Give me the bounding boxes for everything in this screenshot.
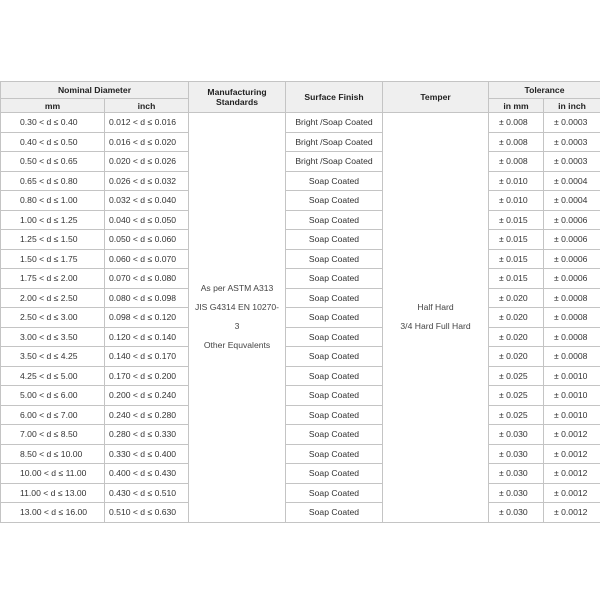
tolerance-mm-header: in mm: [489, 99, 544, 113]
manufacturing-standards-cell-line: Other Equvalents: [203, 340, 271, 351]
diameter-mm-cell: 5.00 < d ≤ 6.00: [1, 386, 105, 406]
diameter-mm-cell: 7.00 < d ≤ 8.50: [1, 425, 105, 445]
diameter-inch-cell: 0.120 < d ≤ 0.140: [105, 327, 189, 347]
surface-finish-header: Surface Finish: [286, 82, 383, 113]
table-row: [1, 366, 600, 386]
table-row: [1, 132, 600, 152]
diameter-mm-cell: 0.80 < d ≤ 1.00: [1, 191, 105, 211]
tolerance-inch-header: in inch: [544, 99, 600, 113]
surface-finish-cell: Soap Coated: [286, 327, 383, 347]
tolerance-mm-cell: ± 0.015: [489, 210, 544, 230]
tolerance-mm-cell: ± 0.020: [489, 327, 544, 347]
tolerance-inch-cell: ± 0.0003: [544, 113, 600, 133]
diameter-inch-cell: 0.070 < d ≤ 0.080: [105, 269, 189, 289]
table-row: [1, 464, 600, 484]
diameter-mm-cell: 6.00 < d ≤ 7.00: [1, 405, 105, 425]
tolerance-mm-cell: ± 0.015: [489, 269, 544, 289]
tolerance-inch-cell: ± 0.0012: [544, 483, 600, 503]
table-row: [1, 503, 600, 523]
tolerance-mm-cell: ± 0.020: [489, 308, 544, 328]
tolerance-mm-cell: ± 0.025: [489, 366, 544, 386]
tolerance-mm-cell: ± 0.030: [489, 503, 544, 523]
mm-header: mm: [1, 99, 105, 113]
table-header: [1, 82, 600, 113]
tolerance-inch-cell: ± 0.0006: [544, 210, 600, 230]
tolerance-mm-cell: ± 0.020: [489, 347, 544, 367]
diameter-inch-cell: 0.280 < d ≤ 0.330: [105, 425, 189, 445]
table-row: [1, 210, 600, 230]
tolerance-mm-cell: ± 0.015: [489, 249, 544, 269]
tolerance-mm-cell: ± 0.030: [489, 464, 544, 484]
surface-finish-cell: Soap Coated: [286, 405, 383, 425]
tolerance-inch-cell: ± 0.0012: [544, 425, 600, 445]
diameter-inch-cell: 0.240 < d ≤ 0.280: [105, 405, 189, 425]
table-row: [1, 386, 600, 406]
diameter-mm-cell: 1.25 < d ≤ 1.50: [1, 230, 105, 250]
diameter-inch-cell: 0.060 < d ≤ 0.070: [105, 249, 189, 269]
diameter-inch-cell: 0.170 < d ≤ 0.200: [105, 366, 189, 386]
diameter-mm-cell: 8.50 < d ≤ 10.00: [1, 444, 105, 464]
table-row: [1, 113, 600, 133]
tolerance-inch-cell: ± 0.0004: [544, 191, 600, 211]
diameter-mm-cell: 0.50 < d ≤ 0.65: [1, 152, 105, 172]
diameter-mm-cell: 0.40 < d ≤ 0.50: [1, 132, 105, 152]
diameter-mm-cell: 1.75 < d ≤ 2.00: [1, 269, 105, 289]
diameter-inch-cell: 0.140 < d ≤ 0.170: [105, 347, 189, 367]
table-row: [1, 327, 600, 347]
diameter-inch-cell: 0.080 < d ≤ 0.098: [105, 288, 189, 308]
surface-finish-cell: Bright /Soap Coated: [286, 152, 383, 172]
surface-finish-cell: Soap Coated: [286, 269, 383, 289]
table-row: [1, 249, 600, 269]
tolerance-mm-cell: ± 0.025: [489, 386, 544, 406]
surface-finish-cell: Soap Coated: [286, 483, 383, 503]
tolerance-mm-cell: ± 0.030: [489, 425, 544, 445]
diameter-inch-cell: 0.032 < d ≤ 0.040: [105, 191, 189, 211]
tolerance-mm-cell: ± 0.030: [489, 444, 544, 464]
table-row: [1, 191, 600, 211]
table-row: [1, 308, 600, 328]
table-row: [1, 230, 600, 250]
spec-table: [0, 81, 600, 523]
surface-finish-cell: Soap Coated: [286, 230, 383, 250]
surface-finish-cell: Soap Coated: [286, 308, 383, 328]
table-body: [1, 113, 600, 523]
table-row: [1, 288, 600, 308]
tolerance-mm-cell: ± 0.025: [489, 405, 544, 425]
diameter-inch-cell: 0.040 < d ≤ 0.050: [105, 210, 189, 230]
tolerance-inch-cell: ± 0.0008: [544, 327, 600, 347]
diameter-mm-cell: 2.50 < d ≤ 3.00: [1, 308, 105, 328]
tolerance-inch-cell: ± 0.0008: [544, 347, 600, 367]
diameter-mm-cell: 1.00 < d ≤ 1.25: [1, 210, 105, 230]
temper-header: Temper: [383, 82, 489, 113]
temper-cell-line: 3/4 Hard Full Hard: [400, 321, 471, 332]
diameter-inch-cell: 0.200 < d ≤ 0.240: [105, 386, 189, 406]
diameter-mm-cell: 10.00 < d ≤ 11.00: [1, 464, 105, 484]
diameter-mm-cell: 3.50 < d ≤ 4.25: [1, 347, 105, 367]
tolerance-inch-cell: ± 0.0012: [544, 503, 600, 523]
diameter-mm-cell: 0.30 < d ≤ 0.40: [1, 113, 105, 133]
surface-finish-cell: Bright /Soap Coated: [286, 113, 383, 133]
diameter-mm-cell: 4.25 < d ≤ 5.00: [1, 366, 105, 386]
surface-finish-cell: Soap Coated: [286, 249, 383, 269]
diameter-inch-cell: 0.098 < d ≤ 0.120: [105, 308, 189, 328]
tolerance-mm-cell: ± 0.008: [489, 132, 544, 152]
diameter-inch-cell: 0.400 < d ≤ 0.430: [105, 464, 189, 484]
table-row: [1, 347, 600, 367]
tolerance-inch-cell: ± 0.0012: [544, 464, 600, 484]
tolerance-inch-cell: ± 0.0004: [544, 171, 600, 191]
diameter-inch-cell: 0.020 < d ≤ 0.026: [105, 152, 189, 172]
nominal-diameter-header: Nominal Diameter: [1, 82, 189, 99]
tolerance-header: Tolerance: [489, 82, 600, 99]
tolerance-inch-cell: ± 0.0006: [544, 249, 600, 269]
tolerance-inch-cell: ± 0.0006: [544, 230, 600, 250]
surface-finish-cell: Soap Coated: [286, 425, 383, 445]
tolerance-mm-cell: ± 0.008: [489, 152, 544, 172]
tolerance-inch-cell: ± 0.0003: [544, 132, 600, 152]
diameter-inch-cell: 0.050 < d ≤ 0.060: [105, 230, 189, 250]
diameter-inch-cell: 0.510 < d ≤ 0.630: [105, 503, 189, 523]
tolerance-mm-cell: ± 0.020: [489, 288, 544, 308]
surface-finish-cell: Soap Coated: [286, 464, 383, 484]
diameter-mm-cell: 3.00 < d ≤ 3.50: [1, 327, 105, 347]
table-row: [1, 171, 600, 191]
surface-finish-cell: Soap Coated: [286, 444, 383, 464]
temper-cell-line: Half Hard: [417, 302, 454, 313]
tolerance-inch-cell: ± 0.0010: [544, 366, 600, 386]
tolerance-mm-cell: ± 0.010: [489, 171, 544, 191]
manufacturing-standards-cell-line: As per ASTM A313: [200, 283, 274, 294]
table-row: [1, 152, 600, 172]
table-row: [1, 269, 600, 289]
surface-finish-cell: Soap Coated: [286, 503, 383, 523]
tolerance-inch-cell: ± 0.0003: [544, 152, 600, 172]
tolerance-mm-cell: ± 0.008: [489, 113, 544, 133]
manufacturing-standards-cell-line: JIS G4314 EN 10270-: [194, 302, 280, 313]
table-row: [1, 483, 600, 503]
surface-finish-cell: Soap Coated: [286, 288, 383, 308]
manufacturing-standards-cell: [189, 113, 286, 523]
surface-finish-cell: Soap Coated: [286, 386, 383, 406]
surface-finish-cell: Soap Coated: [286, 171, 383, 191]
tolerance-inch-cell: ± 0.0010: [544, 386, 600, 406]
tolerance-inch-cell: ± 0.0006: [544, 269, 600, 289]
diameter-mm-cell: 2.00 < d ≤ 2.50: [1, 288, 105, 308]
tolerance-mm-cell: ± 0.015: [489, 230, 544, 250]
tolerance-inch-cell: ± 0.0010: [544, 405, 600, 425]
diameter-inch-cell: 0.012 < d ≤ 0.016: [105, 113, 189, 133]
inch-header: inch: [105, 99, 189, 113]
table-row: [1, 444, 600, 464]
surface-finish-cell: Soap Coated: [286, 347, 383, 367]
diameter-inch-cell: 0.430 < d ≤ 0.510: [105, 483, 189, 503]
tolerance-mm-cell: ± 0.030: [489, 483, 544, 503]
diameter-inch-cell: 0.330 < d ≤ 0.400: [105, 444, 189, 464]
tolerance-inch-cell: ± 0.0008: [544, 288, 600, 308]
diameter-mm-cell: 13.00 < d ≤ 16.00: [1, 503, 105, 523]
diameter-mm-cell: 1.50 < d ≤ 1.75: [1, 249, 105, 269]
surface-finish-cell: Soap Coated: [286, 210, 383, 230]
tolerance-inch-cell: ± 0.0008: [544, 308, 600, 328]
diameter-mm-cell: 11.00 < d ≤ 13.00: [1, 483, 105, 503]
diameter-mm-cell: 0.65 < d ≤ 0.80: [1, 171, 105, 191]
tolerance-mm-cell: ± 0.010: [489, 191, 544, 211]
diameter-inch-cell: 0.026 < d ≤ 0.032: [105, 171, 189, 191]
diameter-inch-cell: 0.016 < d ≤ 0.020: [105, 132, 189, 152]
table-row: [1, 425, 600, 445]
surface-finish-cell: Bright /Soap Coated: [286, 132, 383, 152]
manufacturing-standards-cell-line: 3: [234, 321, 240, 332]
manufacturing-standards-header: Manufacturing Standards: [189, 82, 286, 113]
table-row: [1, 405, 600, 425]
surface-finish-cell: Soap Coated: [286, 366, 383, 386]
temper-cell: [383, 113, 489, 523]
tolerance-inch-cell: ± 0.0012: [544, 444, 600, 464]
surface-finish-cell: Soap Coated: [286, 191, 383, 211]
